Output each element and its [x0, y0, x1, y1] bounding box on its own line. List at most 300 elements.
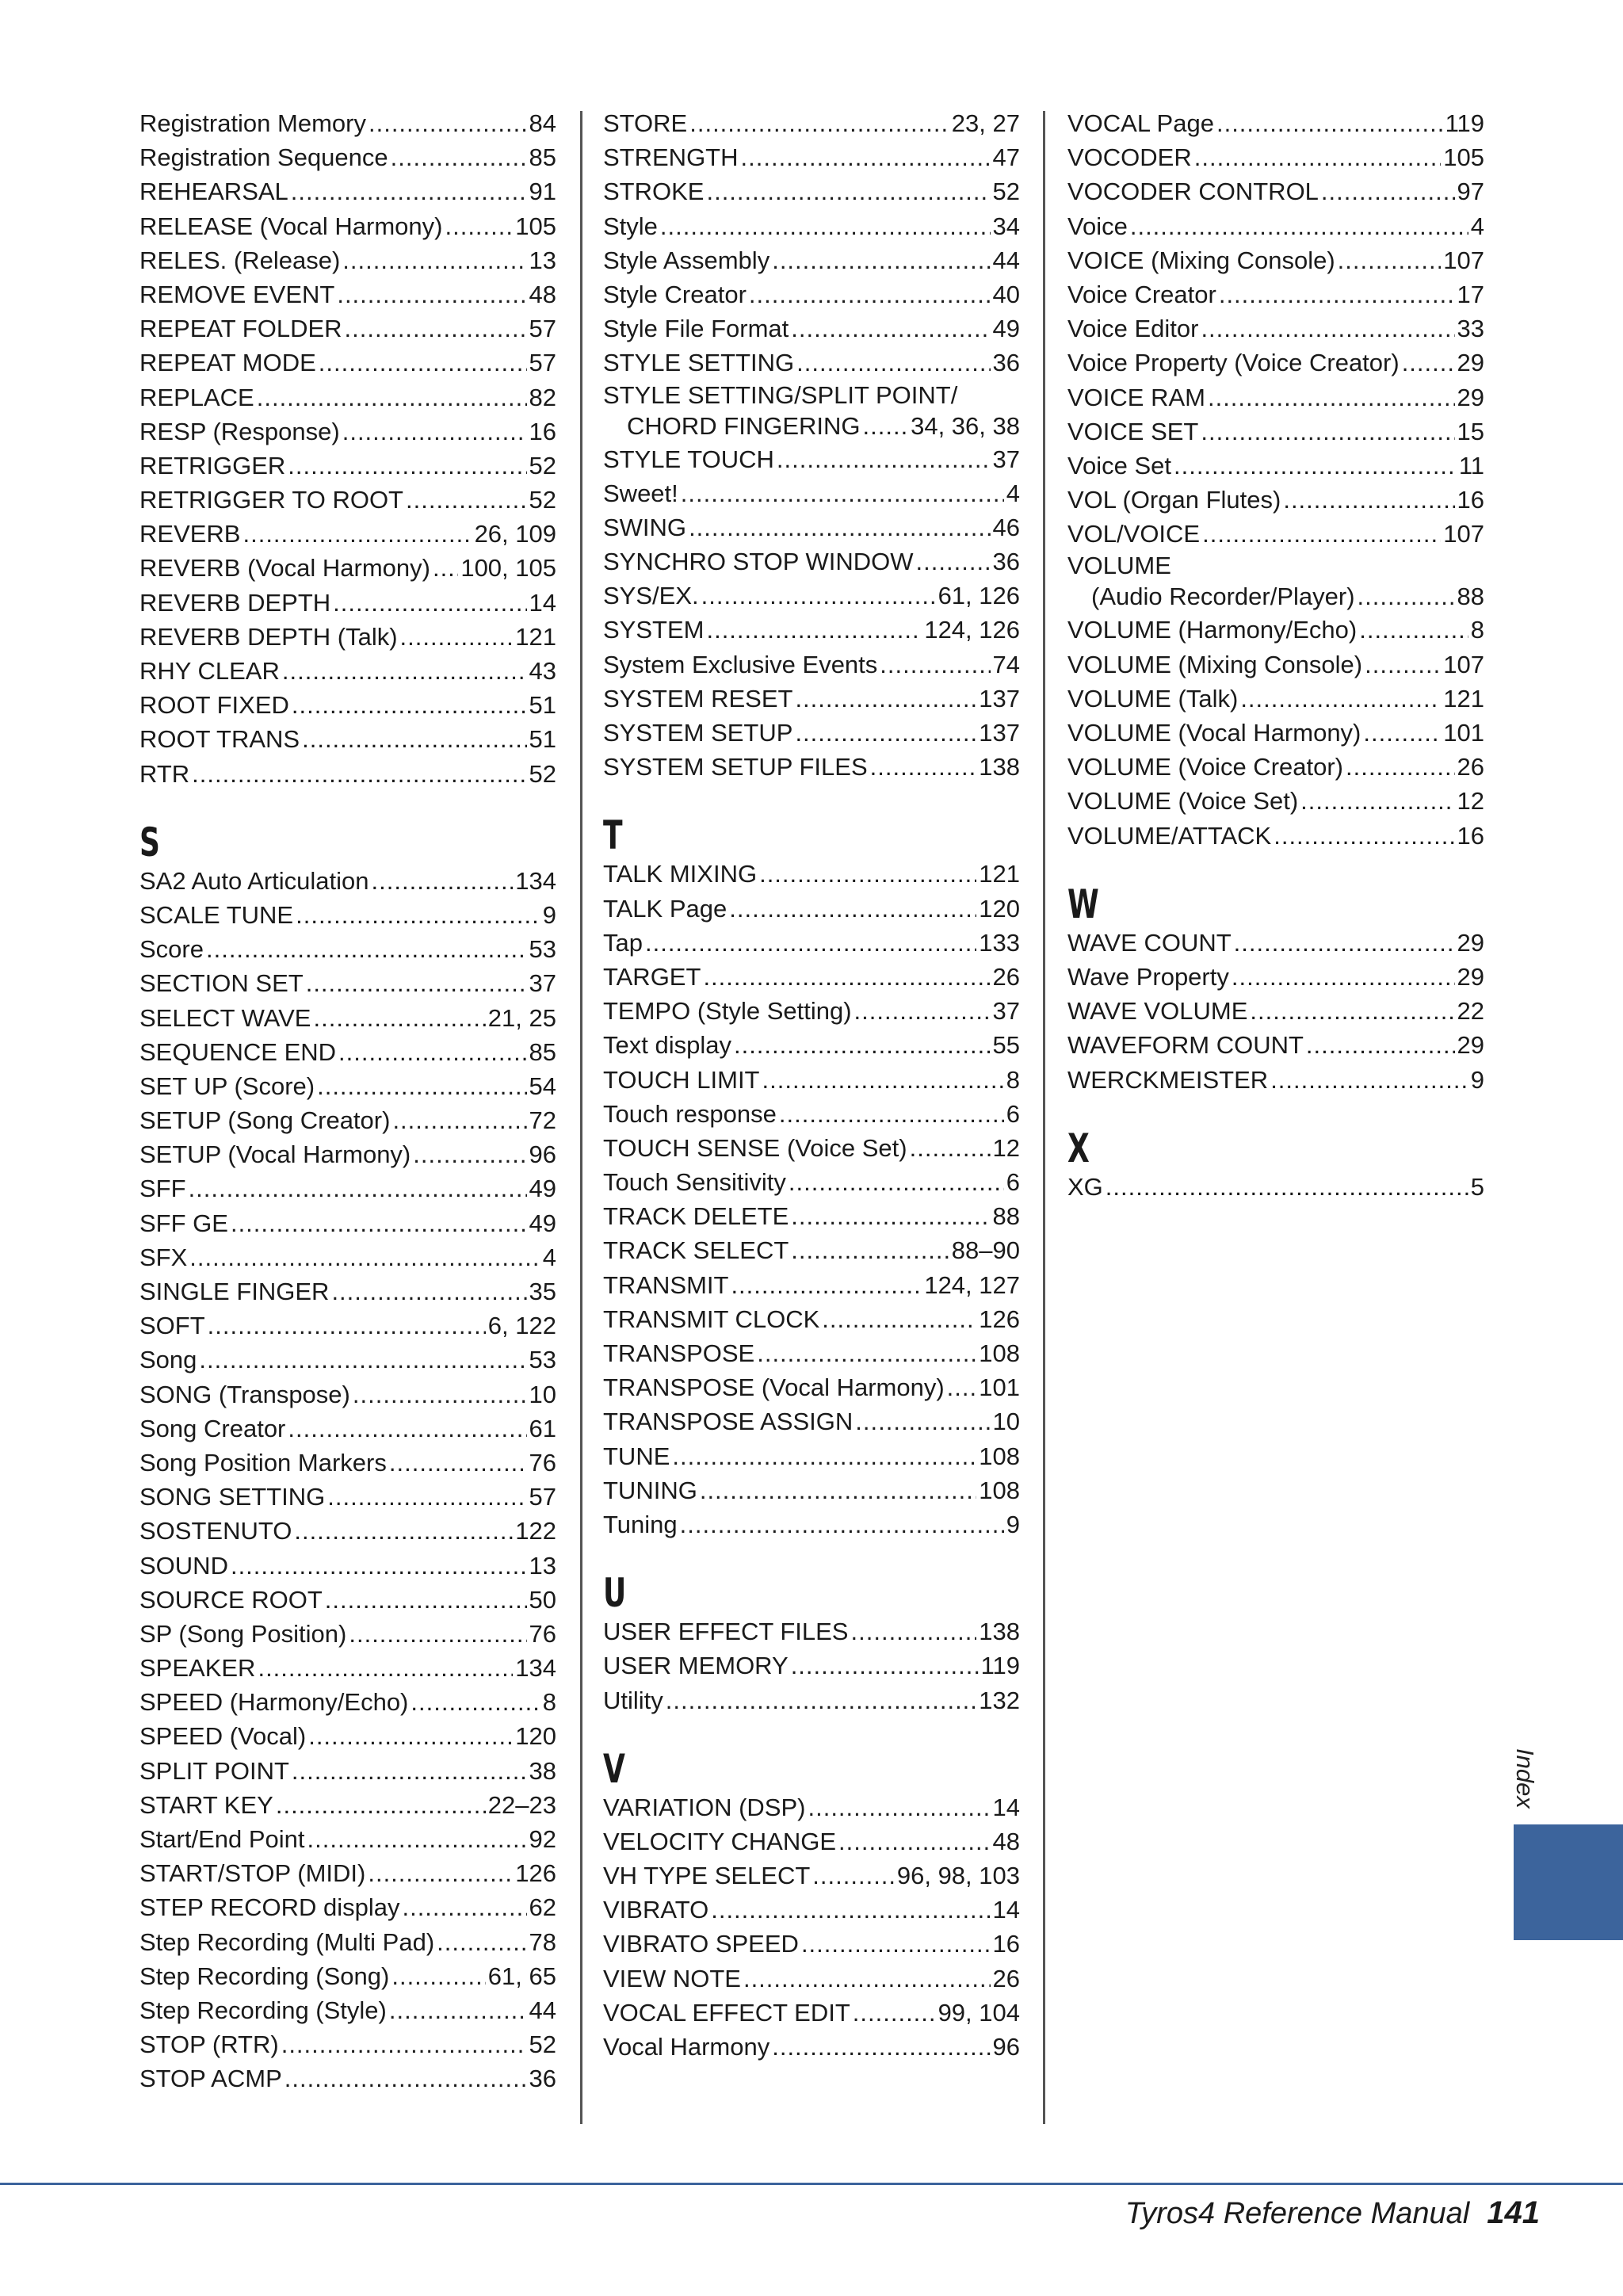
index-entry-term: VOICE RAM	[1067, 383, 1205, 411]
index-entry	[603, 613, 1020, 647]
index-entry-term: ROOT FIXED	[139, 691, 289, 720]
index-entry-pages[interactable]: 121	[515, 622, 556, 651]
index-entry	[1067, 106, 1484, 140]
dot-leader	[391, 140, 527, 174]
index-entry-pages[interactable]: 84	[529, 109, 556, 137]
index-entry-pages[interactable]: 16	[529, 417, 556, 445]
index-entry-pages[interactable]: 99, 104	[938, 1998, 1020, 2027]
index-entry-pages[interactable]: 124, 127	[924, 1270, 1020, 1299]
index-entry-pages[interactable]: 40	[992, 280, 1020, 308]
index-entry-pages[interactable]: 107	[1443, 520, 1484, 548]
dot-leader	[731, 1268, 922, 1302]
index-entry-term: REPLACE	[139, 383, 254, 411]
index-entry-term: SWING	[603, 513, 687, 541]
index-entry-pages[interactable]: 46	[992, 513, 1020, 541]
index-entry-term: Registration Sequence	[139, 143, 388, 172]
dot-leader	[801, 1927, 991, 1961]
index-entry-pages[interactable]: 14	[992, 1896, 1020, 1924]
index-entry	[139, 1856, 556, 1890]
index-entry-pages[interactable]: 10	[992, 1408, 1020, 1436]
index-entry	[139, 106, 556, 140]
page-number: 141	[1487, 2195, 1540, 2230]
index-entry-term: TARGET	[603, 962, 701, 991]
index-entry-term: REVERB DEPTH	[139, 588, 331, 617]
index-entry-pages[interactable]: 16	[1457, 821, 1484, 850]
index-entry	[139, 1035, 556, 1069]
index-entry	[139, 1890, 556, 1924]
index-entry-pages[interactable]: 6, 122	[487, 1312, 556, 1340]
index-entry	[1067, 311, 1484, 346]
index-entry-term: Voice Set	[1067, 451, 1171, 479]
index-entry-pages[interactable]: 14	[529, 588, 556, 617]
index-entry	[603, 1859, 1020, 1893]
index-entry-term: Vocal Harmony	[603, 2033, 770, 2061]
index-entry-pages[interactable]: 9	[1006, 1510, 1020, 1538]
index-entry	[139, 517, 556, 551]
index-entry-pages[interactable]: 51	[529, 691, 556, 720]
index-entry-pages[interactable]: 133	[979, 928, 1020, 957]
index-entry-term: REVERB DEPTH (Talk)	[139, 622, 398, 651]
dot-leader	[1174, 449, 1457, 483]
index-entry-pages[interactable]: 85	[529, 1037, 556, 1066]
index-entry	[139, 1993, 556, 2027]
index-entry-pages[interactable]: 121	[1443, 684, 1484, 712]
index-entry-pages[interactable]: 34	[992, 212, 1020, 240]
index-entry	[603, 1063, 1020, 1097]
index-entry-term: USER MEMORY	[603, 1652, 789, 1680]
index-entry	[603, 380, 1020, 442]
index-entry	[603, 857, 1020, 891]
index-entry-term: TALK MIXING	[603, 860, 758, 888]
index-entry-pages[interactable]: 48	[529, 280, 556, 308]
index-entry-pages[interactable]: 13	[529, 246, 556, 274]
index-entry-pages[interactable]: 120	[515, 1722, 556, 1751]
index-entry-pages[interactable]: 10	[529, 1380, 556, 1408]
dot-leader	[711, 1893, 990, 1927]
index-entry	[1067, 483, 1484, 517]
index-entry	[139, 483, 556, 517]
index-entry-pages[interactable]: 137	[979, 684, 1020, 712]
dot-leader	[1208, 380, 1455, 415]
index-entry-pages[interactable]: 16	[992, 1930, 1020, 1958]
index-entry-term: TALK Page	[603, 894, 727, 923]
index-entry	[1067, 1028, 1484, 1062]
index-entry	[139, 932, 556, 966]
dot-leader	[645, 926, 976, 960]
dot-leader	[838, 1824, 991, 1859]
index-entry-term: STYLE TOUCH	[603, 445, 774, 473]
index-entry-pages[interactable]: 37	[529, 969, 556, 998]
dot-leader	[314, 1001, 486, 1035]
dot-leader	[689, 106, 949, 140]
dot-leader	[369, 106, 527, 140]
index-entry-pages[interactable]: 82	[529, 383, 556, 411]
index-entry	[603, 1824, 1020, 1859]
index-entry	[603, 892, 1020, 926]
index-entry-pages[interactable]: 6	[1006, 1168, 1020, 1197]
index-entry	[139, 2027, 556, 2061]
index-entry	[139, 1069, 556, 1103]
index-entry-pages[interactable]: 72	[529, 1106, 556, 1135]
index-entry-pages[interactable]: 105	[1443, 143, 1484, 172]
index-entry-pages[interactable]: 22	[1457, 997, 1484, 1026]
index-entry-pages[interactable]: 13	[529, 1551, 556, 1580]
index-entry-pages[interactable]: 124, 126	[924, 616, 1020, 644]
index-entry-pages[interactable]: 107	[1443, 650, 1484, 678]
index-entry	[139, 620, 556, 654]
index-entry-pages[interactable]: 8	[542, 1688, 556, 1717]
dot-leader	[1202, 517, 1441, 551]
dot-leader	[795, 682, 976, 716]
index-entry	[603, 579, 1020, 613]
dot-leader	[1232, 960, 1455, 994]
index-entry	[1067, 1063, 1484, 1097]
index-entry-pages[interactable]: 51	[529, 725, 556, 754]
index-entry-term: Voice Property (Voice Creator)	[1067, 349, 1400, 377]
index-entry-term: TRANSPOSE ASSIGN	[603, 1408, 854, 1436]
dot-leader	[672, 1439, 976, 1473]
index-entry-pages[interactable]: 15	[1457, 417, 1484, 445]
index-entry-pages[interactable]: 105	[515, 212, 556, 240]
index-entry	[603, 442, 1020, 476]
index-entry-pages[interactable]: 29	[1457, 1031, 1484, 1060]
dot-leader	[206, 932, 527, 966]
index-entry-pages[interactable]: 9	[1470, 1065, 1484, 1094]
dot-leader	[759, 857, 976, 891]
dot-leader	[812, 1859, 895, 1893]
index-entry-pages[interactable]: 108	[979, 1339, 1020, 1367]
index-entry-term: VH TYPE SELECT	[603, 1862, 811, 1890]
index-entry	[1067, 551, 1484, 613]
dot-leader	[325, 1583, 527, 1617]
index-entry-pages[interactable]: 57	[529, 315, 556, 343]
index-entry	[1067, 346, 1484, 380]
dot-leader	[743, 1962, 991, 1996]
index-entry-pages[interactable]: 36	[992, 349, 1020, 377]
index-entry-pages[interactable]: 121	[979, 860, 1020, 888]
index-entry	[139, 1377, 556, 1412]
dot-leader	[306, 966, 527, 1000]
index-entry-pages[interactable]: 9	[542, 900, 556, 929]
index-entry-pages[interactable]: 120	[979, 894, 1020, 923]
index-entry-pages[interactable]: 96	[992, 2033, 1020, 2061]
index-entry-term: VOLUME/ATTACK	[1067, 821, 1272, 850]
index-entry-pages[interactable]: 92	[529, 1825, 556, 1853]
index-entry-pages[interactable]: 76	[529, 1619, 556, 1648]
index-entry-pages[interactable]: 34, 36, 38	[911, 411, 1020, 440]
index-entry-pages[interactable]: 52	[992, 178, 1020, 206]
index-entry	[139, 1685, 556, 1719]
index-entry-pages[interactable]: 52	[529, 2030, 556, 2059]
index-entry-pages[interactable]: 119	[980, 1652, 1020, 1680]
index-entry-pages[interactable]: 97	[1457, 178, 1484, 206]
index-entry-term: VIBRATO SPEED	[603, 1930, 799, 1958]
dot-leader	[916, 544, 991, 579]
index-entry-pages[interactable]: 43	[529, 657, 556, 685]
dot-leader	[796, 346, 990, 380]
index-entry-term: Style Creator	[603, 280, 747, 308]
dot-leader	[1219, 277, 1455, 311]
index-entry-pages[interactable]: 38	[529, 1756, 556, 1785]
index-entry	[1067, 277, 1484, 311]
index-column-3	[1067, 106, 1484, 1204]
index-entry-pages[interactable]: 12	[992, 1133, 1020, 1162]
index-entry-pages[interactable]: 134	[515, 866, 556, 895]
index-entry-pages[interactable]: 50	[529, 1585, 556, 1614]
index-entry-pages[interactable]: 26	[992, 1964, 1020, 1992]
index-entry-term: SFX	[139, 1243, 188, 1271]
index-entry-pages[interactable]: 16	[1457, 486, 1484, 514]
dot-leader	[1194, 140, 1442, 174]
page-footer	[1125, 2195, 1540, 2231]
index-entry-term: SPEAKER	[139, 1654, 256, 1683]
index-entry-pages[interactable]: 138	[979, 753, 1020, 781]
index-entry-pages[interactable]: 88–90	[951, 1236, 1020, 1265]
index-entry-pages[interactable]: 88	[992, 1202, 1020, 1231]
index-entry	[1067, 517, 1484, 551]
index-entry-pages[interactable]: 49	[992, 315, 1020, 343]
index-entry	[603, 1097, 1020, 1131]
dot-leader	[791, 1199, 990, 1233]
side-tab-label: Index	[1511, 1748, 1539, 1809]
dot-leader	[331, 1274, 526, 1308]
dot-leader	[1130, 209, 1468, 243]
index-entry-pages[interactable]: 119	[1445, 109, 1484, 137]
index-entry-pages[interactable]: 4	[1470, 212, 1484, 240]
index-entry-pages[interactable]: 126	[979, 1305, 1020, 1333]
dot-leader	[681, 476, 1004, 510]
index-entry-pages[interactable]: 122	[515, 1517, 556, 1545]
index-entry-pages[interactable]: 100, 105	[460, 554, 556, 583]
index-entry	[603, 1996, 1020, 2030]
index-entry-term: STORE	[603, 109, 688, 137]
index-entry-pages[interactable]: 76	[529, 1448, 556, 1477]
dot-leader	[853, 1996, 936, 2030]
index-entry-pages[interactable]: 54	[529, 1072, 556, 1100]
index-entry-pages[interactable]: 107	[1443, 246, 1484, 274]
index-entry-pages[interactable]: 33	[1457, 315, 1484, 343]
index-entry-term: WERCKMEISTER	[1067, 1065, 1269, 1094]
index-entry-pages[interactable]: 11	[1458, 451, 1484, 479]
index-entry-pages[interactable]: 35	[529, 1278, 556, 1305]
index-entry-term: SA2 Auto Articulation	[139, 866, 369, 895]
index-entry	[1067, 449, 1484, 483]
index-entry-pages[interactable]: 101	[979, 1373, 1020, 1402]
dot-leader	[342, 415, 527, 449]
index-entry-pages[interactable]: 61	[529, 1414, 556, 1442]
index-entry	[603, 2030, 1020, 2064]
index-entry-pages[interactable]: 8	[1006, 1065, 1020, 1094]
index-entry-pages[interactable]: 6	[1006, 1099, 1020, 1128]
index-entry-term: SET UP (Score)	[139, 1072, 315, 1100]
index-entry-term: VOLUME (Harmony/Echo)	[1067, 616, 1358, 644]
index-entry-term: RETRIGGER	[139, 451, 286, 479]
index-entry-pages[interactable]: 53	[529, 1346, 556, 1374]
dot-leader	[391, 1959, 485, 1993]
index-entry-pages[interactable]: 49	[529, 1209, 556, 1237]
index-entry	[139, 2061, 556, 2095]
index-entry-term: VOL (Organ Flutes)	[1067, 486, 1281, 514]
index-entry-pages[interactable]: 108	[979, 1476, 1020, 1504]
index-entry-term: SCALE TUNE	[139, 900, 294, 929]
index-entry-pages[interactable]: 138	[979, 1618, 1020, 1646]
dot-leader	[288, 449, 526, 483]
index-entry	[139, 1617, 556, 1651]
index-entry-pages[interactable]: 137	[979, 719, 1020, 747]
column-divider-1	[580, 111, 582, 2124]
index-entry-term: TOUCH SENSE (Voice Set)	[603, 1133, 907, 1162]
index-entry-term: SYS/EX.	[603, 582, 699, 610]
index-entry-term: TRANSPOSE (Vocal Harmony)	[603, 1373, 945, 1402]
index-entry-pages[interactable]: 29	[1457, 349, 1484, 377]
index-entry-pages[interactable]: 21, 25	[487, 1003, 556, 1032]
dot-leader	[257, 380, 527, 415]
index-entry-term: VOLUME	[1067, 552, 1171, 580]
index-entry	[603, 716, 1020, 750]
index-side-tab[interactable]	[1514, 1824, 1623, 1940]
index-entry	[1067, 648, 1484, 682]
index-entry-pages[interactable]: 5	[1470, 1172, 1484, 1201]
index-entry-pages[interactable]: 132	[979, 1686, 1020, 1714]
index-entry-pages[interactable]: 88	[1457, 583, 1484, 611]
dot-leader	[1201, 311, 1454, 346]
index-entry-pages[interactable]: 48	[992, 1827, 1020, 1855]
index-entry-term: VOCAL Page	[1067, 109, 1214, 137]
index-entry-pages[interactable]: 52	[529, 486, 556, 514]
index-entry	[603, 1473, 1020, 1507]
index-entry-term: SECTION SET	[139, 969, 304, 998]
index-entry-pages[interactable]: 78	[529, 1927, 556, 1956]
dot-leader	[1270, 1063, 1468, 1097]
dot-leader	[741, 140, 991, 174]
index-entry	[603, 106, 1020, 140]
dot-leader	[795, 716, 976, 750]
index-entry	[1067, 1170, 1484, 1204]
index-entry-pages[interactable]: 108	[979, 1442, 1020, 1470]
index-entry-pages[interactable]: 134	[515, 1654, 556, 1683]
index-entry-pages[interactable]: 57	[529, 349, 556, 377]
index-entry-pages[interactable]: 26	[992, 962, 1020, 991]
dot-leader	[947, 1370, 977, 1404]
index-entry-pages[interactable]: 36	[992, 548, 1020, 576]
dot-leader	[706, 613, 922, 647]
index-entry-pages[interactable]: 4	[1006, 479, 1020, 507]
index-entry	[139, 1308, 556, 1343]
index-entry-pages[interactable]: 52	[529, 451, 556, 479]
index-entry-pages[interactable]: 55	[992, 1031, 1020, 1060]
index-entry-pages[interactable]: 29	[1457, 383, 1484, 411]
index-entry	[603, 476, 1020, 510]
index-entry-term: Voice Editor	[1067, 315, 1199, 343]
index-entry-pages[interactable]: 74	[992, 650, 1020, 678]
index-entry-pages[interactable]: 57	[529, 1483, 556, 1511]
index-entry	[603, 1683, 1020, 1717]
index-entry-pages[interactable]: 61, 126	[938, 582, 1020, 610]
index-entry-pages[interactable]: 49	[529, 1175, 556, 1203]
index-entry-pages[interactable]: 23, 27	[951, 109, 1020, 137]
index-entry-pages[interactable]: 62	[529, 1893, 556, 1922]
index-entry	[603, 750, 1020, 784]
index-entry-term: Song Position Markers	[139, 1448, 387, 1477]
index-entry-pages[interactable]: 47	[992, 143, 1020, 172]
index-entry-pages[interactable]: 37	[992, 997, 1020, 1026]
index-entry-term: VOCAL EFFECT EDIT	[603, 1998, 850, 2027]
index-entry-pages[interactable]: 61, 65	[487, 1962, 556, 1990]
index-entry-pages[interactable]: 101	[1443, 719, 1484, 747]
index-entry	[1067, 926, 1484, 960]
index-entry	[139, 1549, 556, 1583]
index-entry-pages[interactable]: 29	[1457, 928, 1484, 957]
index-letter-heading: U	[603, 1570, 627, 1617]
index-entry-pages[interactable]: 53	[529, 935, 556, 964]
index-entry-pages[interactable]: 37	[992, 445, 1020, 473]
index-entry-term: VIEW NOTE	[603, 1964, 741, 1992]
index-entry-term: REVERB	[139, 520, 241, 548]
index-entry-pages[interactable]: 126	[515, 1859, 556, 1888]
index-entry	[1067, 819, 1484, 853]
dot-leader	[389, 1993, 527, 2027]
index-entry-term: SOURCE ROOT	[139, 1585, 323, 1614]
index-entry-pages[interactable]: 26, 109	[474, 520, 556, 548]
index-entry-term: USER EFFECT FILES	[603, 1618, 849, 1646]
index-entry-term-continued: (Audio Recorder/Player)	[1091, 583, 1355, 611]
index-entry-pages[interactable]: 52	[529, 759, 556, 788]
dot-leader	[851, 1614, 977, 1648]
index-entry-pages[interactable]: 26	[1457, 753, 1484, 781]
index-entry-term: RELES. (Release)	[139, 246, 341, 274]
index-entry	[139, 1925, 556, 1959]
index-entry	[139, 1754, 556, 1788]
index-entry-pages[interactable]: 44	[992, 246, 1020, 274]
index-entry-pages[interactable]: 91	[529, 178, 556, 206]
index-entry-pages[interactable]: 36	[529, 2065, 556, 2093]
index-entry-pages[interactable]: 29	[1457, 962, 1484, 991]
dot-leader	[1300, 784, 1454, 818]
index-entry	[139, 1822, 556, 1856]
dot-leader	[880, 648, 990, 682]
index-entry-term: SYSTEM RESET	[603, 684, 793, 712]
dot-leader	[192, 757, 526, 791]
index-entry-pages[interactable]: 22–23	[487, 1790, 556, 1819]
index-entry-pages[interactable]: 96	[529, 1140, 556, 1169]
index-entry-term: TUNING	[603, 1476, 697, 1504]
index-entry-term: REMOVE EVENT	[139, 280, 335, 308]
index-entry-pages[interactable]: 85	[529, 143, 556, 172]
index-entry	[603, 1336, 1020, 1370]
index-entry	[603, 1370, 1020, 1404]
index-entry-term: STOP (RTR)	[139, 2030, 279, 2059]
index-letter-heading: V	[603, 1745, 625, 1792]
index-entry-term: Step Recording (Multi Pad)	[139, 1927, 435, 1956]
index-entry	[1067, 613, 1484, 647]
dot-leader	[308, 1719, 513, 1753]
dot-leader	[302, 722, 526, 756]
index-entry	[139, 1514, 556, 1548]
index-entry-pages[interactable]: 4	[542, 1243, 556, 1271]
dot-leader	[189, 1240, 540, 1274]
dot-leader	[319, 346, 527, 380]
dot-leader	[400, 620, 514, 654]
index-entry-pages[interactable]: 8	[1470, 616, 1484, 644]
index-entry-pages[interactable]: 96, 98, 103	[896, 1862, 1020, 1890]
index-entry	[1067, 994, 1484, 1028]
index-entry-pages[interactable]: 17	[1457, 280, 1484, 308]
index-entry	[139, 1137, 556, 1171]
dot-leader	[345, 311, 527, 346]
index-entry-pages[interactable]: 12	[1457, 787, 1484, 816]
index-entry-pages[interactable]: 44	[529, 1996, 556, 2024]
index-entry-pages[interactable]: 14	[992, 1793, 1020, 1821]
